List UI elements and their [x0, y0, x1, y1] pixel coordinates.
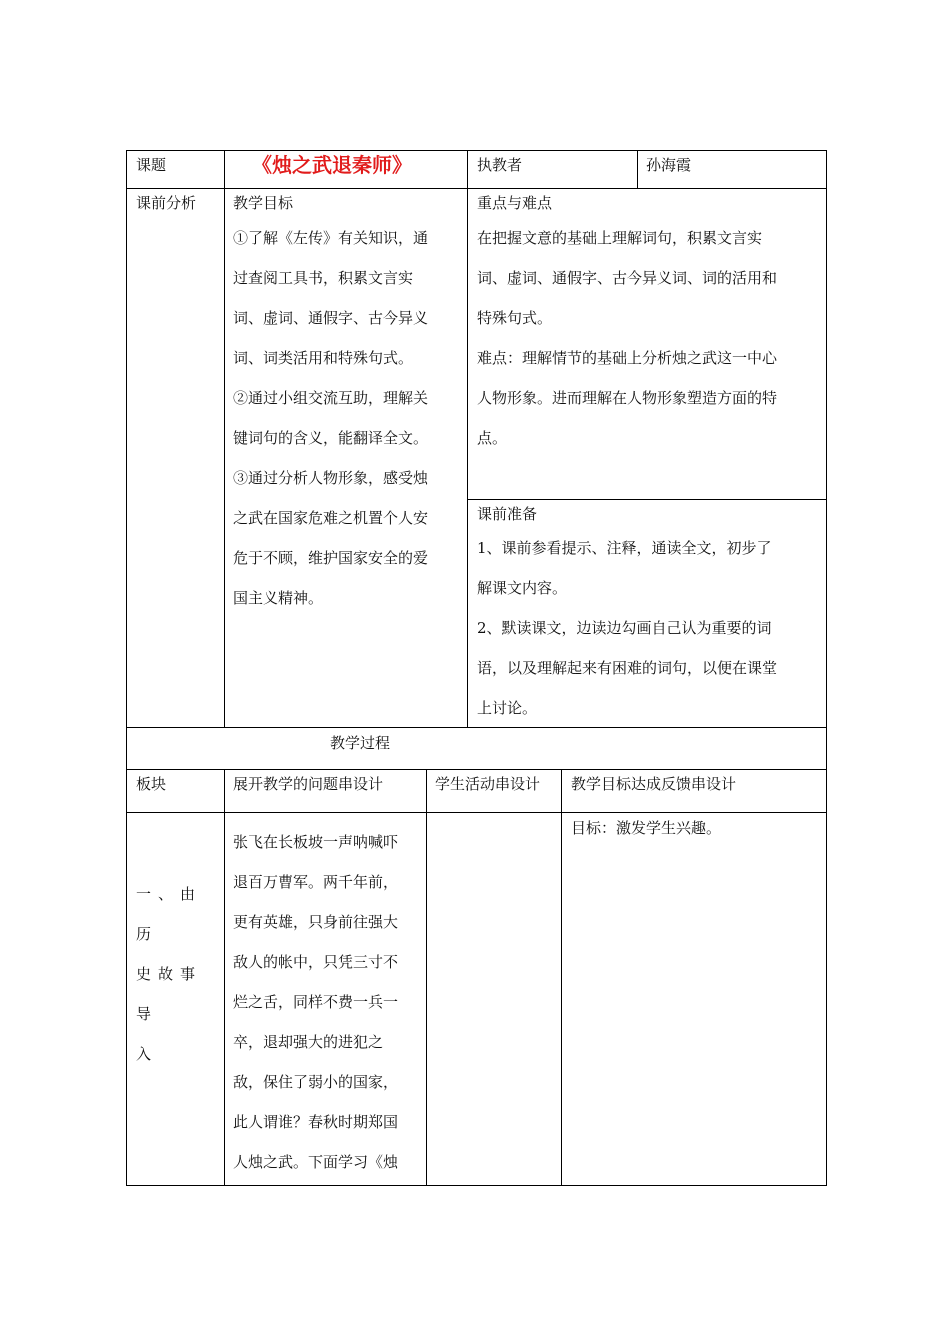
- block-line: 一、由历: [136, 885, 203, 943]
- difficulty-line: 难点：理解情节的基础上分析烛之武这一中心: [477, 349, 778, 367]
- preparation-title: 课前准备: [477, 505, 538, 523]
- question-line: 烂之舌，同样不费一兵一: [233, 993, 399, 1011]
- cell-analysis-label: [126, 188, 225, 728]
- goal-line: 词、虚词、通假字、古今异义: [233, 309, 429, 327]
- goal-line: 键词句的含义，能翻译全文。: [233, 429, 429, 447]
- key-point-line: 特殊句式。: [477, 309, 553, 327]
- cell-feedback-1: [561, 812, 827, 1186]
- goal-line: 危于不顾，维护国家安全的爱: [233, 549, 429, 567]
- difficulty-line: 点。: [477, 429, 508, 447]
- goals-title: 教学目标: [233, 194, 294, 212]
- topic-label: 课题: [136, 156, 167, 174]
- goals-text: [233, 218, 461, 618]
- key-point-line: 在把握文意的基础上理解词句，积累文言实: [477, 229, 763, 247]
- question-line: 此人谓谁？春秋时期郑国: [233, 1113, 399, 1131]
- question-line: 卒，退却强大的进犯之: [233, 1033, 384, 1051]
- question-line: 敌人的帐中，只凭三寸不: [233, 953, 399, 971]
- prep-line: 语，以及理解起来有困难的词句，以便在课堂: [477, 659, 778, 677]
- col-activities-header: 学生活动串设计: [435, 775, 541, 793]
- feedback-1-text: 目标：激发学生兴趣。: [571, 819, 722, 837]
- question-line: 敌，保住了弱小的国家，: [233, 1073, 399, 1091]
- teacher-name: 孙海霞: [646, 156, 692, 174]
- goal-line: ①了解《左传》有关知识，通: [233, 229, 429, 247]
- goal-line: ③通过分析人物形象，感受烛: [233, 469, 429, 487]
- cell-activities-1: [426, 812, 562, 1186]
- question-line: 更有英雄，只身前往强大: [233, 913, 399, 931]
- preparation-text: [477, 528, 821, 728]
- process-title: 教学过程: [330, 734, 391, 752]
- goal-line: 过查阅工具书，积累文言实: [233, 269, 414, 287]
- lesson-title: 《烛之武退秦师》: [252, 153, 412, 177]
- cell-process-title: [126, 727, 827, 770]
- prep-line: 1、课前参看提示、注释，通读全文，初步了: [477, 539, 772, 557]
- prep-line: 解课文内容。: [477, 579, 568, 597]
- question-line: 张飞在长板坡一声呐喊吓: [233, 833, 399, 851]
- key-point-line: 词、虚词、通假字、古今异义词、词的活用和: [477, 269, 778, 287]
- block-line: 史故事导: [136, 965, 203, 1023]
- question-line: 人烛之武。下面学习《烛: [233, 1153, 399, 1171]
- key-points-text: [477, 218, 821, 458]
- goal-line: 词、词类活用和特殊句式。: [233, 349, 414, 367]
- prep-line: 2、默读课文，边读边勾画自己认为重要的词: [477, 619, 772, 637]
- col-feedback-header: 教学目标达成反馈串设计: [571, 775, 737, 793]
- col-questions-header: 展开教学的问题串设计: [233, 775, 384, 793]
- key-points-title: 重点与难点: [477, 194, 553, 212]
- goal-line: 国主义精神。: [233, 589, 324, 607]
- col-block-header: 板块: [136, 775, 167, 793]
- question-line: 退百万曹军。两千年前，: [233, 873, 399, 891]
- difficulty-line: 人物形象。进而理解在人物形象塑造方面的特: [477, 389, 778, 407]
- block-1-text: [136, 874, 218, 1074]
- block-line: 入: [136, 1045, 159, 1063]
- prep-line: 上讨论。: [477, 699, 538, 717]
- teacher-label: 执教者: [477, 156, 523, 174]
- analysis-label: 课前分析: [136, 194, 197, 212]
- goal-line: ②通过小组交流互助，理解关: [233, 389, 429, 407]
- questions-1-text: [233, 822, 423, 1182]
- goal-line: 之武在国家危难之机置个人安: [233, 509, 429, 527]
